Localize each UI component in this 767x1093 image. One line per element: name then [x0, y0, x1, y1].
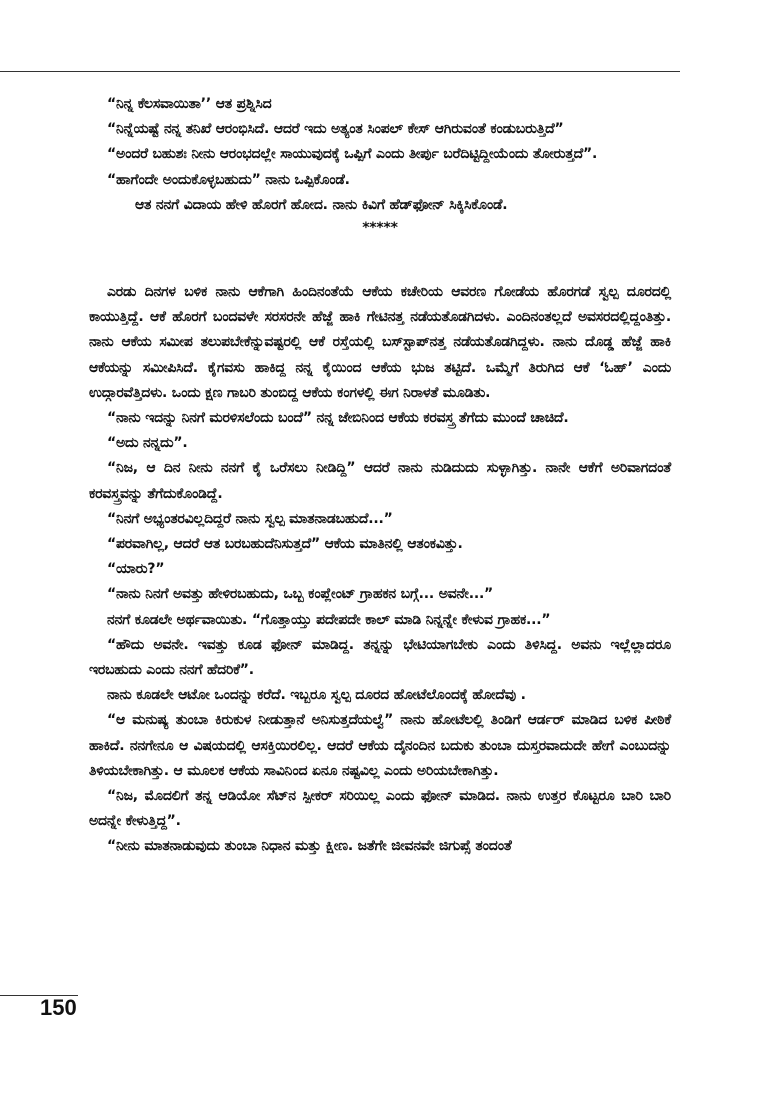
paragraph-indented: ಆತ ನನಗೆ ವಿದಾಯ ಹೇಳಿ ಹೊರಗೆ ಹೋದ. ನಾನು ಕಿವಿಗೆ ಹೆಡ್‌ಫೋನ್ ಸಿಕ್ಕಿಸಿಕೊಂಡೆ.	[135, 196, 508, 213]
paragraph: “ಹಾಗೆಂದೇ ಅಂದುಕೊಳ್ಳಬಹುದು” ನಾನು ಒಪ್ಪಿಕೊಂಡೆ.	[107, 171, 350, 188]
paragraph: “ನಿನ್ನೆಯಷ್ಟೆ ನನ್ನ ತನಿಖೆ ಆರಂಭಿಸಿದೆ. ಆದರೆ ಇದು ಅತ್ಯಂತ ಸಿಂಪಲ್ ಕೇಸ್ ಆಗಿರುವಂತೆ ಕಂಡುಬರುತ್ತಿದೆ”	[107, 121, 564, 138]
paragraph: “ನಿನಗೆ ಅಭ್ಯಂತರವಿಲ್ಲದಿದ್ದರೆ ನಾನು ಸ್ವಲ್ಪ ಮಾತನಾಡಬಹುದೆ...”	[107, 510, 393, 527]
top-rule	[0, 71, 680, 72]
section-gap	[89, 238, 671, 280]
paragraph: ಎರಡು ದಿನಗಳ ಬಳಿಕ ನಾನು ಆಕೆಗಾಗಿ ಹಿಂದಿನಂತೆಯೆ ಆಕೆಯ ಕಚೇರಿಯ ಆವರಣ ಗೋಡೆಯ ಹೊರಗಡೆ ಸ್ವಲ್ಪ ದೂರದಲ್ಲಿ ಕಾಯುತ್ತಿದ್ದೆ. ಆಕೆ ಹೊರಗೆ ಬಂದವಳೇ ಸರಸರನೇ ಹೆಜ್ಜೆ ಹಾಕಿ ಗೇಟಿನತ್ತ ನಡೆಯತೊಡಗಿದಳು. ಎಂದಿನಂತಲ್ಲದೆ ಅವಸರದಲ್ಲಿದ್ದಂತಿತ್ತು. ನಾನು ಆಕೆಯ ಸಮೀಪ ತಲುಪಬೇಕೆನ್ನುವಷ್ಟರಲ್ಲಿ ಆಕೆ ರಸ್ತೆಯಲ್ಲಿ ಬಸ್‌ಸ್ಟಾಪ್‌ನತ್ತ ನಡೆಯತೊಡಗಿದ್ದಳು. ನಾನು ದೊಡ್ಡ ಹೆಜ್ಜೆ ಹಾಕಿ ಆಕೆಯನ್ನು ಸಮೀಪಿಸಿದೆ. ಕೈಗವಸು ಹಾಕಿದ್ದ ನನ್ನ ಕೈಯಿಂದ ಆಕೆಯ ಭುಜ ತಟ್ಟಿದೆ. ಒಮ್ಮೆಗೆ ತಿರುಗಿದ ಆಕೆ ‘ಓಹ್’ ಎಂದು ಉದ್ಗಾರವೆತ್ತಿದಳು. ಒಂದು ಕ್ಷಣ ಗಾಬರಿ ತುಂಬಿದ್ದ ಆಕೆಯ ಕಂಗಳಲ್ಲಿ ಈಗ ನಿರಾಳತೆ ಮೂಡಿತು.	[89, 284, 671, 401]
paragraph: “ಪರವಾಗಿಲ್ಲ, ಆದರೆ ಆತ ಬರಬಹುದೆನಿಸುತ್ತದೆ” ಆಕೆಯ ಮಾತಿನಲ್ಲಿ ಆತಂಕವಿತ್ತು.	[107, 536, 463, 553]
paragraph: “ಅದು ನನ್ನದು”.	[107, 435, 188, 452]
paragraph: “ಹೌದು ಅವನೇ. ಇವತ್ತು ಕೂಡ ಫೋನ್ ಮಾಡಿದ್ದ. ತನ್ನನ್ನು ಭೇಟಿಯಾಗಬೇಕು ಎಂದು ತಿಳಿಸಿದ್ದ. ಅವನು ಇಲ್ಲೆಲ್ಲಾದರೂ ಇರಬಹುದು ಎಂದು ನನಗೆ ಹೆದರಿಕೆ”.	[89, 636, 671, 679]
paragraph: “ನಿನ್ನ ಕೆಲಸವಾಯಿತಾ’’ ಆತ ಪ್ರಶ್ನಿಸಿದ	[107, 96, 272, 112]
page-number: 150	[40, 995, 77, 1020]
section-separator: *****	[362, 220, 398, 237]
paragraph: “ನಿಜ, ಮೊದಲಿಗೆ ತನ್ನ ಆಡಿಯೋ ಸೆಟ್‌ನ ಸ್ಪೀಕರ್ ಸರಿಯಿಲ್ಲ ಎಂದು ಫೋನ್ ಮಾಡಿದ. ನಾನು ಉತ್ತರ ಕೊಟ್ಟರೂ ಬಾರಿ ಬಾರಿ ಅದನ್ನೇ ಕೇಳುತ್ತಿದ್ದ”.	[89, 788, 671, 830]
paragraph: ನಾನು ಕೂಡಲೇ ಆಟೋ ಒಂದನ್ನು ಕರೆದೆ. ಇಬ್ಬರೂ ಸ್ವಲ್ಪ ದೂರದ ಹೋಟೆಲೊಂದಕ್ಕೆ ಹೋದೆವು .	[107, 687, 526, 704]
paragraph: “ನೀನು ಮಾತನಾಡುವುದು ತುಂಬಾ ನಿಧಾನ ಮತ್ತು ಕ್ಷೀಣ. ಜತೆಗೇ ಜೀವನವೇ ಜಿಗುಪ್ಸೆ ತಂದಂತೆ	[107, 838, 512, 855]
paragraph: “ನಿಜ, ಆ ದಿನ ನೀನು ನನಗೆ ಕೈ ಒರೆಸಲು ನೀಡಿದ್ದಿ” ಆದರೆ ನಾನು ನುಡಿದುದು ಸುಳ್ಳಾಗಿತ್ತು. ನಾನೇ ಆಕೆಗೆ ಅರಿವಾಗದಂತೆ ಕರವಸ್ತ್ರವನ್ನು ತೆಗೆದುಕೊಂಡಿದ್ದೆ.	[89, 460, 671, 502]
paragraph: “ನಾನು ನಿನಗೆ ಅವತ್ತು ಹೇಳಿರಬಹುದು, ಒಬ್ಬ ಕಂಪ್ಲೇಂಟ್ ಗ್ರಾಹಕನ ಬಗ್ಗೆ... ಅವನೇ...”	[107, 586, 494, 603]
paragraph: “ಆ ಮನುಷ್ಯ ತುಂಬಾ ಕಿರುಕುಳ ನೀಡುತ್ತಾನೆ ಅನಿಸುತ್ತದೆಯಲ್ವೆ” ನಾನು ಹೋಟೆಲಲ್ಲಿ ತಿಂಡಿಗೆ ಆರ್ಡರ್ ಮಾಡಿದ ಬಳಿಕ ಪೀಠಿಕೆ ಹಾಕಿದೆ. ನನಗೇನೂ ಆ ವಿಷಯದಲ್ಲಿ ಆಸಕ್ತಿಯಿರಲಿಲ್ಲ. ಆದರೆ ಆಕೆಯ ದೈನಂದಿನ ಬದುಕು ತುಂಬಾ ದುಸ್ತರವಾದುದೇ ಹೇಗೆ ಎಂಬುದನ್ನು ತಿಳಿಯಬೇಕಾಗಿತ್ತು. ಆ ಮೂಲಕ ಆಕೆಯ ಸಾವಿನಿಂದ ಏನೂ ನಷ್ಟವಿಲ್ಲ ಎಂದು ಅರಿಯಬೇಕಾಗಿತ್ತು.	[89, 712, 671, 779]
paragraph: “ನಾನು ಇದನ್ನು ನಿನಗೆ ಮರಳಿಸಲೆಂದು ಬಂದೆ” ನನ್ನ ಜೇಬಿನಿಂದ ಆಕೆಯ ಕರವಸ್ತ್ರ ತೆಗೆದು ಮುಂದೆ ಚಾಚಿದೆ.	[107, 410, 569, 427]
paragraph: ನನಗೆ ಕೂಡಲೇ ಅರ್ಥವಾಯಿತು. “ಗೊತ್ತಾಯ್ತು ಪದೇಪದೇ ಕಾಲ್ ಮಾಡಿ ನಿನ್ನನ್ನೇ ಕೇಳುವ ಗ್ರಾಹಕ...”	[107, 611, 551, 628]
paragraph: “ಅಂದರೆ ಬಹುಶಃ ನೀನು ಆರಂಭದಲ್ಲೇ ಸಾಯುವುದಕ್ಕೆ ಒಪ್ಪಿಗೆ ಎಂದು ತೀರ್ಪು ಬರೆದಿಟ್ಟಿದ್ದೀಯೆಂದು ತೋರುತ್ತದೆ”.	[107, 146, 598, 163]
page-body-text	[89, 92, 671, 860]
paragraph: “ಯಾರು?”	[107, 561, 165, 578]
